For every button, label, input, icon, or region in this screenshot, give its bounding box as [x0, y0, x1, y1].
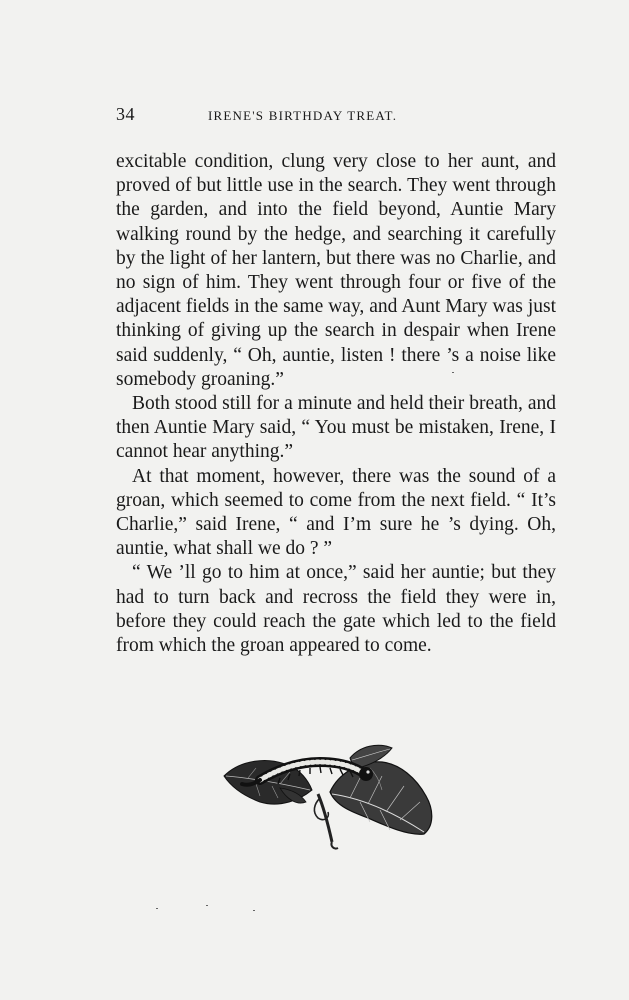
print-speck — [206, 905, 208, 906]
print-speck — [452, 372, 454, 373]
print-speck — [156, 908, 158, 909]
caterpillar-on-leaf-icon — [220, 738, 440, 853]
print-speck — [253, 910, 255, 911]
running-title: IRENE'S BIRTHDAY TREAT. — [208, 108, 398, 123]
running-head — [116, 104, 556, 126]
paragraph: “ We ’ll go to him at once,” said her auntie; but they had to turn back and recross the field they were in, before they could reach the gate which led to the field from which the groan appeared to come. — [116, 562, 556, 657]
paragraph: Both stood still for a minute and held their breath, and then Auntie Mary said, “ You must be mistaken, Irene, I cannot hear anything.” — [116, 393, 556, 463]
paragraph: At that moment, however, there was the sound of a groan, which seemed to come from the next field. “ It’s Charlie,” said Irene, “ and I’m sure he ’s dying. Oh, auntie, what shall we do ? ” — [116, 465, 556, 560]
body-text — [116, 150, 556, 658]
paragraph: excitable condition, clung very close to her aunt, and proved of but little use in the search. They went through the garden, and into the field beyond, Auntie Mary walking round by the hedge, and searching it carefully by the light of her lantern, but there was no Charlie, and no sign of him. They went through four or five of the adjacent fields in the same way, and Aunt Mary was just thinking of giving up the search in despair when Irene said suddenly, “ Oh, auntie, listen ! there ’s a noise like somebody groaning.” — [116, 151, 556, 390]
page-number: 34 — [116, 104, 135, 124]
